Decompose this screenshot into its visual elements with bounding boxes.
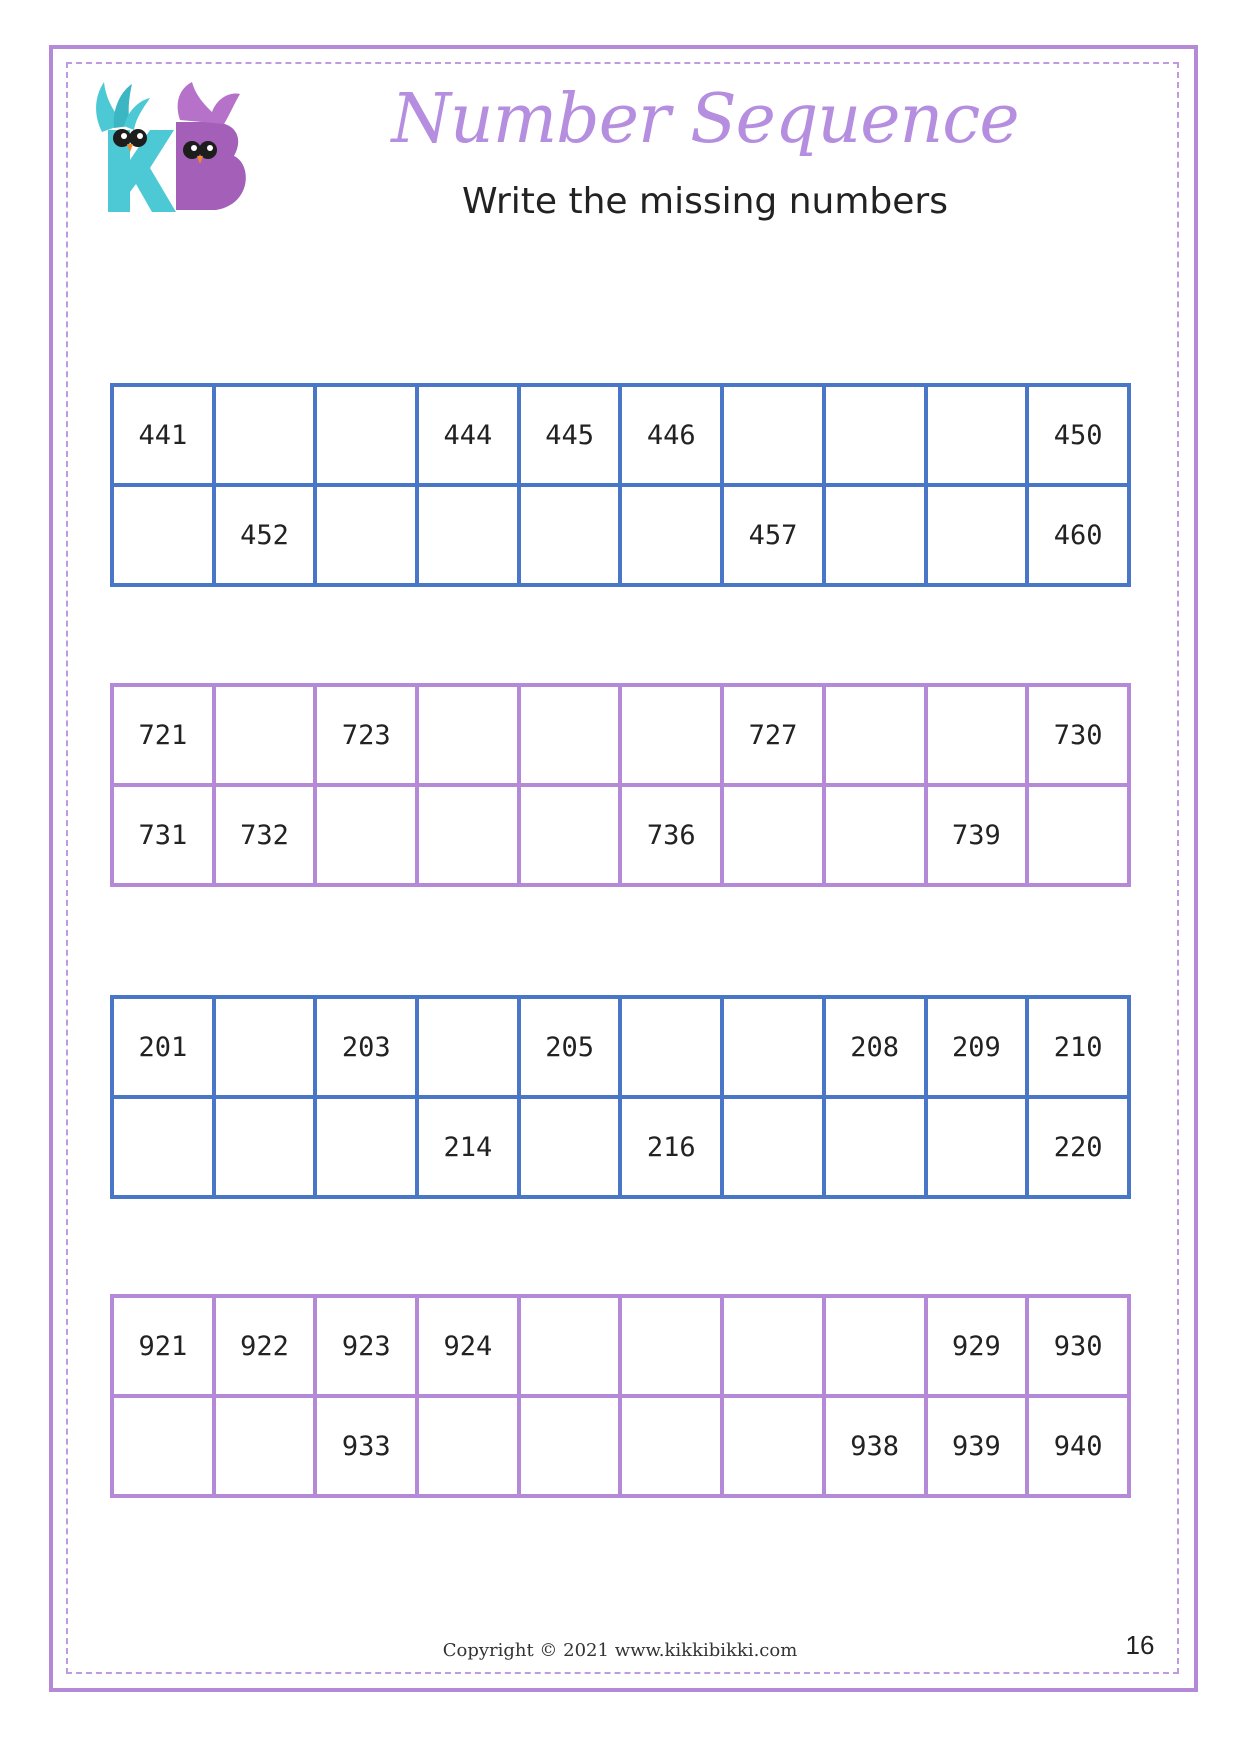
grid-cell[interactable] (620, 997, 722, 1097)
grid-cell[interactable] (926, 1097, 1028, 1197)
copyright-text: Copyright © 2021 www.kikkibikki.com (442, 1640, 798, 1661)
grid-cell[interactable]: 727 (722, 685, 824, 785)
page-title: Number Sequence (391, 80, 1019, 159)
grid-cell[interactable] (417, 785, 519, 885)
grid-row (112, 785, 1129, 885)
grid-cell[interactable] (722, 785, 824, 885)
grid-cell[interactable] (519, 1097, 621, 1197)
grid-cell[interactable]: 457 (722, 485, 824, 585)
grid-cell[interactable]: 450 (1027, 385, 1129, 485)
grid-cell[interactable] (519, 485, 621, 585)
grid-cell[interactable] (112, 1396, 214, 1496)
letter-k-icon (96, 82, 176, 212)
grid-cell[interactable] (214, 997, 316, 1097)
grid-cell[interactable] (824, 685, 926, 785)
grid-cell[interactable] (315, 785, 417, 885)
grid-cell[interactable] (417, 997, 519, 1097)
letter-b-icon (176, 82, 246, 210)
instructions: Write the missing numbers (462, 181, 948, 222)
grid-row (112, 485, 1129, 585)
grid-cell[interactable] (214, 1097, 316, 1197)
grid-row (112, 1296, 1129, 1396)
grid-cell[interactable]: 203 (315, 997, 417, 1097)
grid-cell[interactable] (722, 1097, 824, 1197)
grid-cell[interactable] (112, 485, 214, 585)
grid-cell[interactable] (620, 1296, 722, 1396)
grid-cell[interactable] (926, 485, 1028, 585)
grid-cell[interactable]: 933 (315, 1396, 417, 1496)
grid-cell[interactable]: 939 (926, 1396, 1028, 1496)
grid-cell[interactable] (722, 385, 824, 485)
grid-cell[interactable] (315, 1097, 417, 1197)
grid-cell[interactable] (519, 1296, 621, 1396)
page-number: 16 (1125, 1630, 1155, 1660)
grid-cell[interactable] (214, 1396, 316, 1496)
grid-cell[interactable] (315, 385, 417, 485)
grid-cell[interactable]: 444 (417, 385, 519, 485)
grid-cell[interactable] (214, 385, 316, 485)
grid-row (112, 1396, 1129, 1496)
grid-cell[interactable] (214, 685, 316, 785)
grid-row (112, 685, 1129, 785)
grid-cell[interactable]: 940 (1027, 1396, 1129, 1496)
grid-cell[interactable]: 446 (620, 385, 722, 485)
grid-cell[interactable]: 921 (112, 1296, 214, 1396)
number-grid-3 (110, 995, 1131, 1199)
grid-cell[interactable] (519, 1396, 621, 1496)
grid-cell[interactable] (824, 1097, 926, 1197)
grid-cell[interactable]: 721 (112, 685, 214, 785)
grid-cell[interactable] (620, 1396, 722, 1496)
grid-cell[interactable]: 924 (417, 1296, 519, 1396)
grid-cell[interactable] (417, 485, 519, 585)
grid-cell[interactable]: 460 (1027, 485, 1129, 585)
grid-cell[interactable] (722, 997, 824, 1097)
grid-cell[interactable]: 723 (315, 685, 417, 785)
grid-cell[interactable] (926, 685, 1028, 785)
grid-cell[interactable]: 214 (417, 1097, 519, 1197)
grid-cell[interactable]: 452 (214, 485, 316, 585)
grid-cell[interactable] (112, 1097, 214, 1197)
grid-cell[interactable] (824, 385, 926, 485)
grid-cell[interactable] (824, 785, 926, 885)
grid-cell[interactable]: 208 (824, 997, 926, 1097)
number-grid-4 (110, 1294, 1131, 1498)
grid-row (112, 385, 1129, 485)
grid-cell[interactable]: 205 (519, 997, 621, 1097)
grid-cell[interactable]: 930 (1027, 1296, 1129, 1396)
grid-cell[interactable] (1027, 785, 1129, 885)
grid-cell[interactable] (722, 1396, 824, 1496)
grid-cell[interactable]: 441 (112, 385, 214, 485)
grid-cell[interactable] (824, 1296, 926, 1396)
number-grid-1 (110, 383, 1131, 587)
grid-cell[interactable] (620, 685, 722, 785)
grid-cell[interactable]: 922 (214, 1296, 316, 1396)
grid-cell[interactable]: 730 (1027, 685, 1129, 785)
grid-row (112, 997, 1129, 1097)
grid-cell[interactable] (620, 485, 722, 585)
grid-cell[interactable] (417, 1396, 519, 1496)
grid-cell[interactable]: 201 (112, 997, 214, 1097)
grid-cell[interactable]: 731 (112, 785, 214, 885)
grid-cell[interactable]: 216 (620, 1097, 722, 1197)
grid-cell[interactable] (824, 485, 926, 585)
grid-cell[interactable]: 739 (926, 785, 1028, 885)
grid-cell[interactable]: 210 (1027, 997, 1129, 1097)
grid-cell[interactable] (926, 385, 1028, 485)
grid-cell[interactable] (519, 685, 621, 785)
grid-cell[interactable]: 929 (926, 1296, 1028, 1396)
grid-cell[interactable]: 923 (315, 1296, 417, 1396)
number-grid-2 (110, 683, 1131, 887)
grid-cell[interactable]: 220 (1027, 1097, 1129, 1197)
grid-row (112, 1097, 1129, 1197)
grid-cell[interactable]: 736 (620, 785, 722, 885)
grid-cell[interactable] (417, 685, 519, 785)
grid-cell[interactable] (315, 485, 417, 585)
grid-cell[interactable] (519, 785, 621, 885)
grid-cell[interactable] (722, 1296, 824, 1396)
grid-cell[interactable]: 445 (519, 385, 621, 485)
grid-cell[interactable]: 938 (824, 1396, 926, 1496)
kikkibikki-logo (84, 72, 254, 220)
grid-cell[interactable]: 209 (926, 997, 1028, 1097)
grid-cell[interactable]: 732 (214, 785, 316, 885)
